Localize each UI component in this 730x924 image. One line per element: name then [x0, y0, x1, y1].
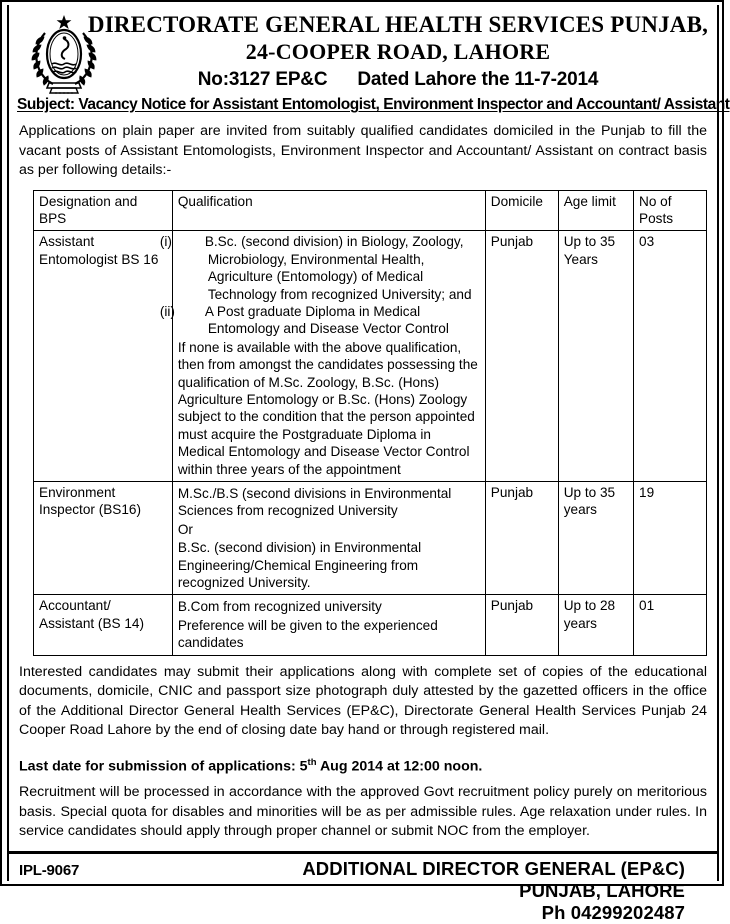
- cell-qualification: [172, 482, 485, 595]
- organization-address-line2: 24-COOPER ROAD, LAHORE: [245, 39, 551, 64]
- last-date-line: [19, 753, 707, 777]
- cell-designation: Accountant/ Assistant (BS 14): [34, 595, 173, 655]
- signature-block: [17, 858, 709, 924]
- signatory-location: PUNJAB, LAHORE: [519, 879, 685, 901]
- cell-no-of-posts: 03: [634, 231, 707, 482]
- page-inner-frame: [7, 5, 730, 923]
- vacancy-table: [33, 190, 707, 656]
- signatory-phone: Ph 04299202487: [541, 901, 685, 923]
- qualification-part: B.Sc. (second division) in Environmental Engineering/Chemical Engineering from recognized University.: [177, 540, 422, 591]
- cell-age-limit: Up to 35 Years: [558, 231, 633, 482]
- cell-no-of-posts: 19: [634, 482, 707, 595]
- cell-domicile: Punjab: [485, 482, 558, 595]
- last-date-day: 5: [299, 758, 308, 775]
- column-header-domicile: Domicile: [485, 190, 558, 231]
- table-row: [34, 482, 707, 595]
- dated-text: Dated Lahore the 11-7-2014: [357, 69, 599, 90]
- cell-age-limit: Up to 35 years: [558, 482, 633, 595]
- table-row: [34, 231, 707, 482]
- cell-qualification: [172, 595, 485, 655]
- cell-domicile: Punjab: [485, 231, 558, 482]
- column-header-age-limit: Age limit: [558, 190, 633, 231]
- qualification-item-text: A Post graduate Diploma in Medical Entomology and Disease Vector Control: [204, 303, 449, 337]
- signatory-title: ADDITIONAL DIRECTOR GENERAL (EP&C): [302, 857, 685, 879]
- cell-domicile: Punjab: [485, 595, 558, 655]
- qualification-note: If none is available with the above qualification, then from amongst the candidates possessing the qualification of M.Sc. Zoology, B.Sc. (Hons) Agriculture Entomology or B.Sc. (Hons) Zoology subject to the condition that the person appointed must acquire the Postgraduate Diploma in Medical Entomology and Disease Vector Control within three years of the appointment: [177, 339, 478, 477]
- table-header-row: [34, 190, 707, 231]
- last-date-ordinal: th: [307, 756, 317, 768]
- last-date-label: Last date for submission of applications:: [19, 758, 296, 775]
- ipl-reference-code: IPL-9067: [19, 862, 80, 879]
- list-marker: (ii): [159, 303, 175, 319]
- qualification-item: [159, 233, 481, 303]
- qualification-or: Or: [177, 521, 193, 537]
- footer-divider: [9, 851, 717, 854]
- cell-designation: Assistant Entomologist BS 16: [34, 231, 173, 482]
- government-crest-emblem: [25, 13, 103, 99]
- qualification-item: [159, 303, 481, 338]
- document-header: [17, 5, 730, 115]
- column-header-designation: Designation and BPS: [34, 190, 173, 231]
- subject-line: Subject: Vacancy Notice for Assistant Entomologist, Environment Inspector and Accountant/ Assistant: [17, 96, 730, 113]
- last-date-rest: Aug 2014 at 12:00 noon.: [319, 758, 483, 775]
- submission-paragraph: Interested candidates may submit their applications along with complete set of copies of the educational documents, domicile, CNIC and passport size photograph duly attested by the gazetted officers in the office of the Additional Director General Health Services (EP&C), Directorate General Health Services Punjab 24 Cooper Road Lahore by the end of closing date bay hand or through registered mail.: [19, 663, 707, 739]
- header-titles: [17, 11, 709, 92]
- list-marker: (i): [159, 234, 172, 250]
- cell-no-of-posts: 01: [634, 595, 707, 655]
- qualification-item-text: B.Sc. (second division) in Biology, Zoology, Microbiology, Environmental Health, Agriculture (Entomology) of Medical Technology from recognized University; and: [204, 234, 472, 302]
- reference-number: No:3127 EP&C: [197, 69, 328, 90]
- column-header-qualification: Qualification: [172, 190, 485, 231]
- table-row: [34, 595, 707, 655]
- qualification-part: M.Sc./B.S (second divisions in Environmental Sciences from recognized University: [177, 486, 452, 519]
- cell-qualification: [159, 231, 485, 482]
- column-header-no-of-posts: No of Posts: [634, 190, 707, 231]
- organization-name-line1: DIRECTORATE GENERAL HEALTH SERVICES PUNJAB,: [87, 12, 709, 37]
- reference-and-date-line: [87, 68, 709, 92]
- intro-paragraph: Applications on plain paper are invited from suitably qualified candidates domiciled in the Punjab to fill the vacant posts of Assistant Entomologists, Environment Inspector and Accountant/ Assistant on contract basis as per following details:-: [19, 123, 707, 178]
- recruitment-paragraph: Recruitment will be processed in accordance with the approved Govt recruitment policy purely on meritorious basis. Special quota for disables and minorities will be as per admissible rules. Age relaxation under rules. In service candidates should apply through proper channel or submit NOC from the employer.: [19, 784, 707, 840]
- qualification-part: Preference will be given to the experienced candidates: [177, 617, 438, 651]
- cell-designation: Environment Inspector (BS16): [34, 482, 173, 595]
- cell-age-limit: Up to 28 years: [558, 595, 633, 655]
- qualification-part: B.Com from recognized university: [177, 599, 382, 615]
